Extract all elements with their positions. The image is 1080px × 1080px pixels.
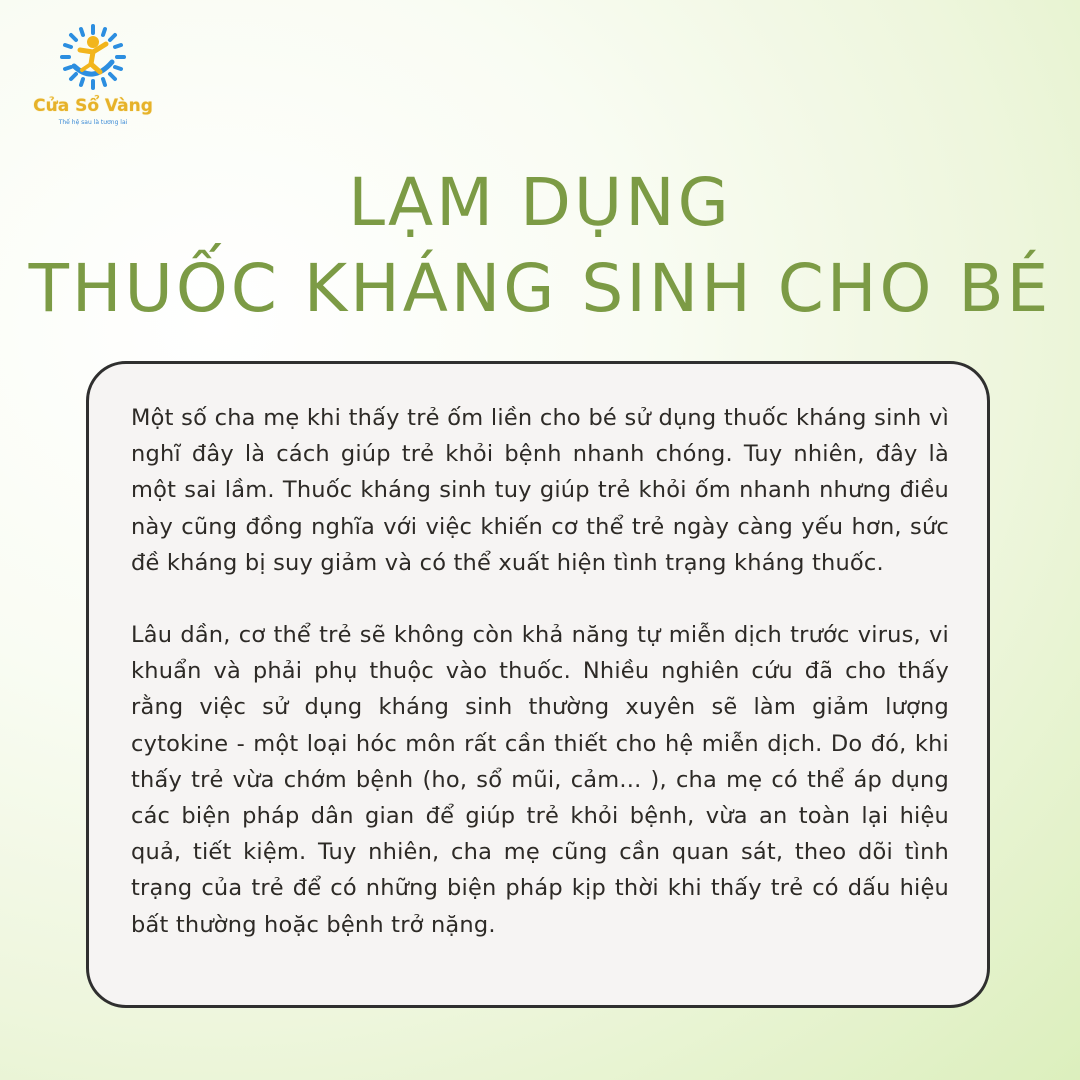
page-title-line-1: LẠM DỤNG [348, 164, 732, 241]
page-title-line-2: THUỐC KHÁNG SINH CHO BÉ [28, 250, 1052, 327]
sun-figure-icon [58, 22, 128, 92]
brand-tagline: Thế hệ sau là tương lai [58, 119, 128, 126]
brand-logo [28, 22, 158, 132]
content-card [86, 361, 990, 1008]
paragraph-2: Lâu dần, cơ thể trẻ sẽ không còn khả năng tự miễn dịch trước virus, vi khuẩn và phải phụ thuộc vào thuốc. Nhiều nghiên cứu đã cho thấy rằng việc sử dụng kháng sinh thường xuyên sẽ làm giảm lượng cytokine - một loại hóc môn rất cần thiết cho hệ miễn dịch. Do đó, khi thấy trẻ vừa chớm bệnh (ho, sổ mũi, cảm... ), cha mẹ có thể áp dụng các biện pháp dân gian để giúp trẻ khỏi bệnh, vừa an toàn lại hiệu quả, tiết kiệm. Tuy nhiên, cha mẹ cũng cần quan sát, theo dõi tình trạng của trẻ để có những biện pháp kịp thời khi thấy trẻ có dấu hiệu bất thường hoặc bệnh trở nặng. [131, 622, 949, 938]
brand-name: Cửa Sổ Vàng [33, 96, 153, 116]
paragraph-1: Một số cha mẹ khi thấy trẻ ốm liền cho bé sử dụng thuốc kháng sinh vì nghĩ đây là cách giúp trẻ khỏi bệnh nhanh chóng. Tuy nhiên, đây là một sai lầm. Thuốc kháng sinh tuy giúp trẻ khỏi ốm nhanh nhưng điều này cũng đồng nghĩa với việc khiến cơ thể trẻ ngày càng yếu hơn, sức đề kháng bị suy giảm và có thể xuất hiện tình trạng kháng thuốc. [131, 405, 949, 576]
